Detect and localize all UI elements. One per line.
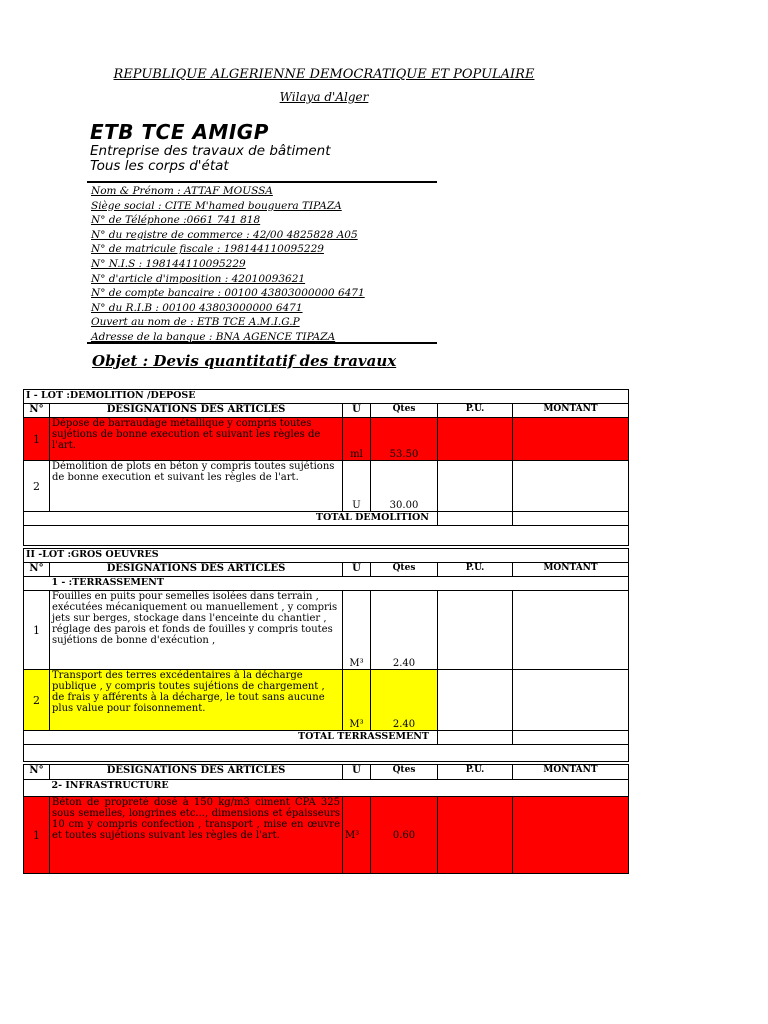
col-no-header: N° [24,404,50,418]
row-quantity: 53.50 [371,418,438,461]
lot1-total-label: TOTAL DEMOLITION [50,512,438,526]
row-montant [513,591,629,670]
col-designation-header: DESIGNATIONS DES ARTICLES [50,765,343,780]
company-name: ETB TCE AMIGP [90,120,269,144]
wilaya-header: Wilaya d'Alger [279,90,369,104]
col-qtes-header: Qtes [371,404,438,418]
company-info-block [91,184,436,345]
row-montant [513,461,629,512]
row-designation: Béton de propreté dosé à 150 kg/m3 ciment CPA 325 sous semelles, longrines etc..., dimensions et épaisseurs 10 cm y compris confection , transport , mise en œuvre et toutes sujétions suivant les règles de l'art. [50,797,343,874]
row-number: 2 [24,670,50,731]
row-quantity: 2.40 [371,670,438,731]
lot1-total-montant [513,512,629,526]
lot2-title: II -LOT :GROS OEUVRES [24,549,629,563]
row-montant [513,797,629,874]
col-pu-header: P.U. [438,765,513,780]
info-line: Siège social : CITE M'hamed bouguera TIPAZA [91,199,342,212]
table-row [24,797,629,874]
row-designation: Fouilles en puits pour semelles isolées dans terrain , exécutées mécaniquement ou manuellement , y compris jets sur berges, stockage dans l'enceinte du chantier , réglage des parois et fonds de fouilles y compris toutes sujétions de bonne d'exécution , [50,591,343,670]
info-line: N° de matricule fiscale : 198144110095229 [91,243,324,256]
document-object: Objet : Devis quantitatif des travaux [92,352,397,370]
lot2-total-pu [438,731,513,745]
info-line: N° de compte bancaire : 00100 43803000000 6471 [91,287,365,300]
col-u-header: U [343,404,371,418]
col-pu-header: P.U. [438,404,513,418]
lot2-sub2-title: 2- INFRASTRUCTURE [50,780,629,797]
row-quantity: 30.00 [371,461,438,512]
lot2-sub1-title: 1 - :TERRASSEMENT [50,577,629,591]
row-number: 1 [24,418,50,461]
row-quantity: 2.40 [371,591,438,670]
col-designation-header: DESIGNATIONS DES ARTICLES [50,404,343,418]
row-pu [438,670,513,731]
row-montant [513,670,629,731]
company-tagline-1: Entreprise des travaux de bâtiment [90,143,331,159]
table-row [24,418,629,461]
row-montant [513,418,629,461]
col-qtes-header: Qtes [371,765,438,780]
row-designation: Démolition de plots en béton y compris toutes sujétions de bonne execution et suivant les règles de l'art. [50,461,343,512]
republic-header: REPUBLIQUE ALGERIENNE DEMOCRATIQUE ET POPULAIRE [113,67,535,82]
col-pu-header: P.U. [438,563,513,577]
info-line: N° d'article d'imposition : 42010093621 [91,272,306,285]
col-u-header: U [343,765,371,780]
info-line: Nom & Prénom : ATTAF MOUSSA [91,185,273,197]
row-designation: Dépose de barraudage métallique y compris toutes sujétions de bonne execution et suivant les règles de l'art. [50,418,343,461]
col-qtes-header: Qtes [371,563,438,577]
col-montant-header: MONTANT [513,404,629,418]
spacer-row [24,745,629,762]
info-line: Ouvert au nom de : ETB TCE A.M.I.G.P [91,316,300,329]
row-unit: M³ [343,591,371,670]
col-designation-header: DESIGNATIONS DES ARTICLES [50,563,343,577]
row-quantity: 0.60 [371,797,438,874]
lot1-title: I - LOT :DEMOLITION /DEPOSE [24,390,629,404]
row-unit: U [343,461,371,512]
row-pu [438,461,513,512]
row-unit: M³ [343,797,371,874]
infrastructure-table [23,764,629,874]
lot1-table [23,389,629,546]
info-line: N° de Téléphone :0661 741 818 [91,214,261,227]
row-designation: Transport des terres excédentaires à la décharge publique , y compris toutes sujétions de chargement , de frais y afférents à la décharge, le tout sans aucune plus value pour foisonnement. [50,670,343,731]
lot2-table [23,548,629,762]
table-row [24,670,629,731]
lot2-total-label: TOTAL TERRASSEMENT [50,731,438,745]
company-tagline-2: Tous les corps d'état [90,158,229,174]
col-montant-header: MONTANT [513,765,629,780]
info-line: Adresse de la banque : BNA AGENCE TIPAZA [91,330,336,343]
row-pu [438,591,513,670]
divider-bottom [87,342,437,344]
divider-top [87,181,437,183]
info-line: N° N.I.S : 198144110095229 [91,257,246,270]
row-pu [438,797,513,874]
row-unit: ml [343,418,371,461]
col-no-header: N° [24,563,50,577]
spacer-row [24,526,629,546]
row-number: 2 [24,461,50,512]
row-unit: M³ [343,670,371,731]
row-number: 1 [24,591,50,670]
lot1-total-pu [438,512,513,526]
col-montant-header: MONTANT [513,563,629,577]
lot2-total-montant [513,731,629,745]
table-row [24,591,629,670]
col-no-header: N° [24,765,50,780]
col-u-header: U [343,563,371,577]
row-number: 1 [24,797,50,874]
info-line: N° du R.I.B : 00100 43803000000 6471 [91,301,303,314]
table-row [24,461,629,512]
row-pu [438,418,513,461]
info-line: N° du registre de commerce : 42/00 4825828 A05 [91,228,358,241]
